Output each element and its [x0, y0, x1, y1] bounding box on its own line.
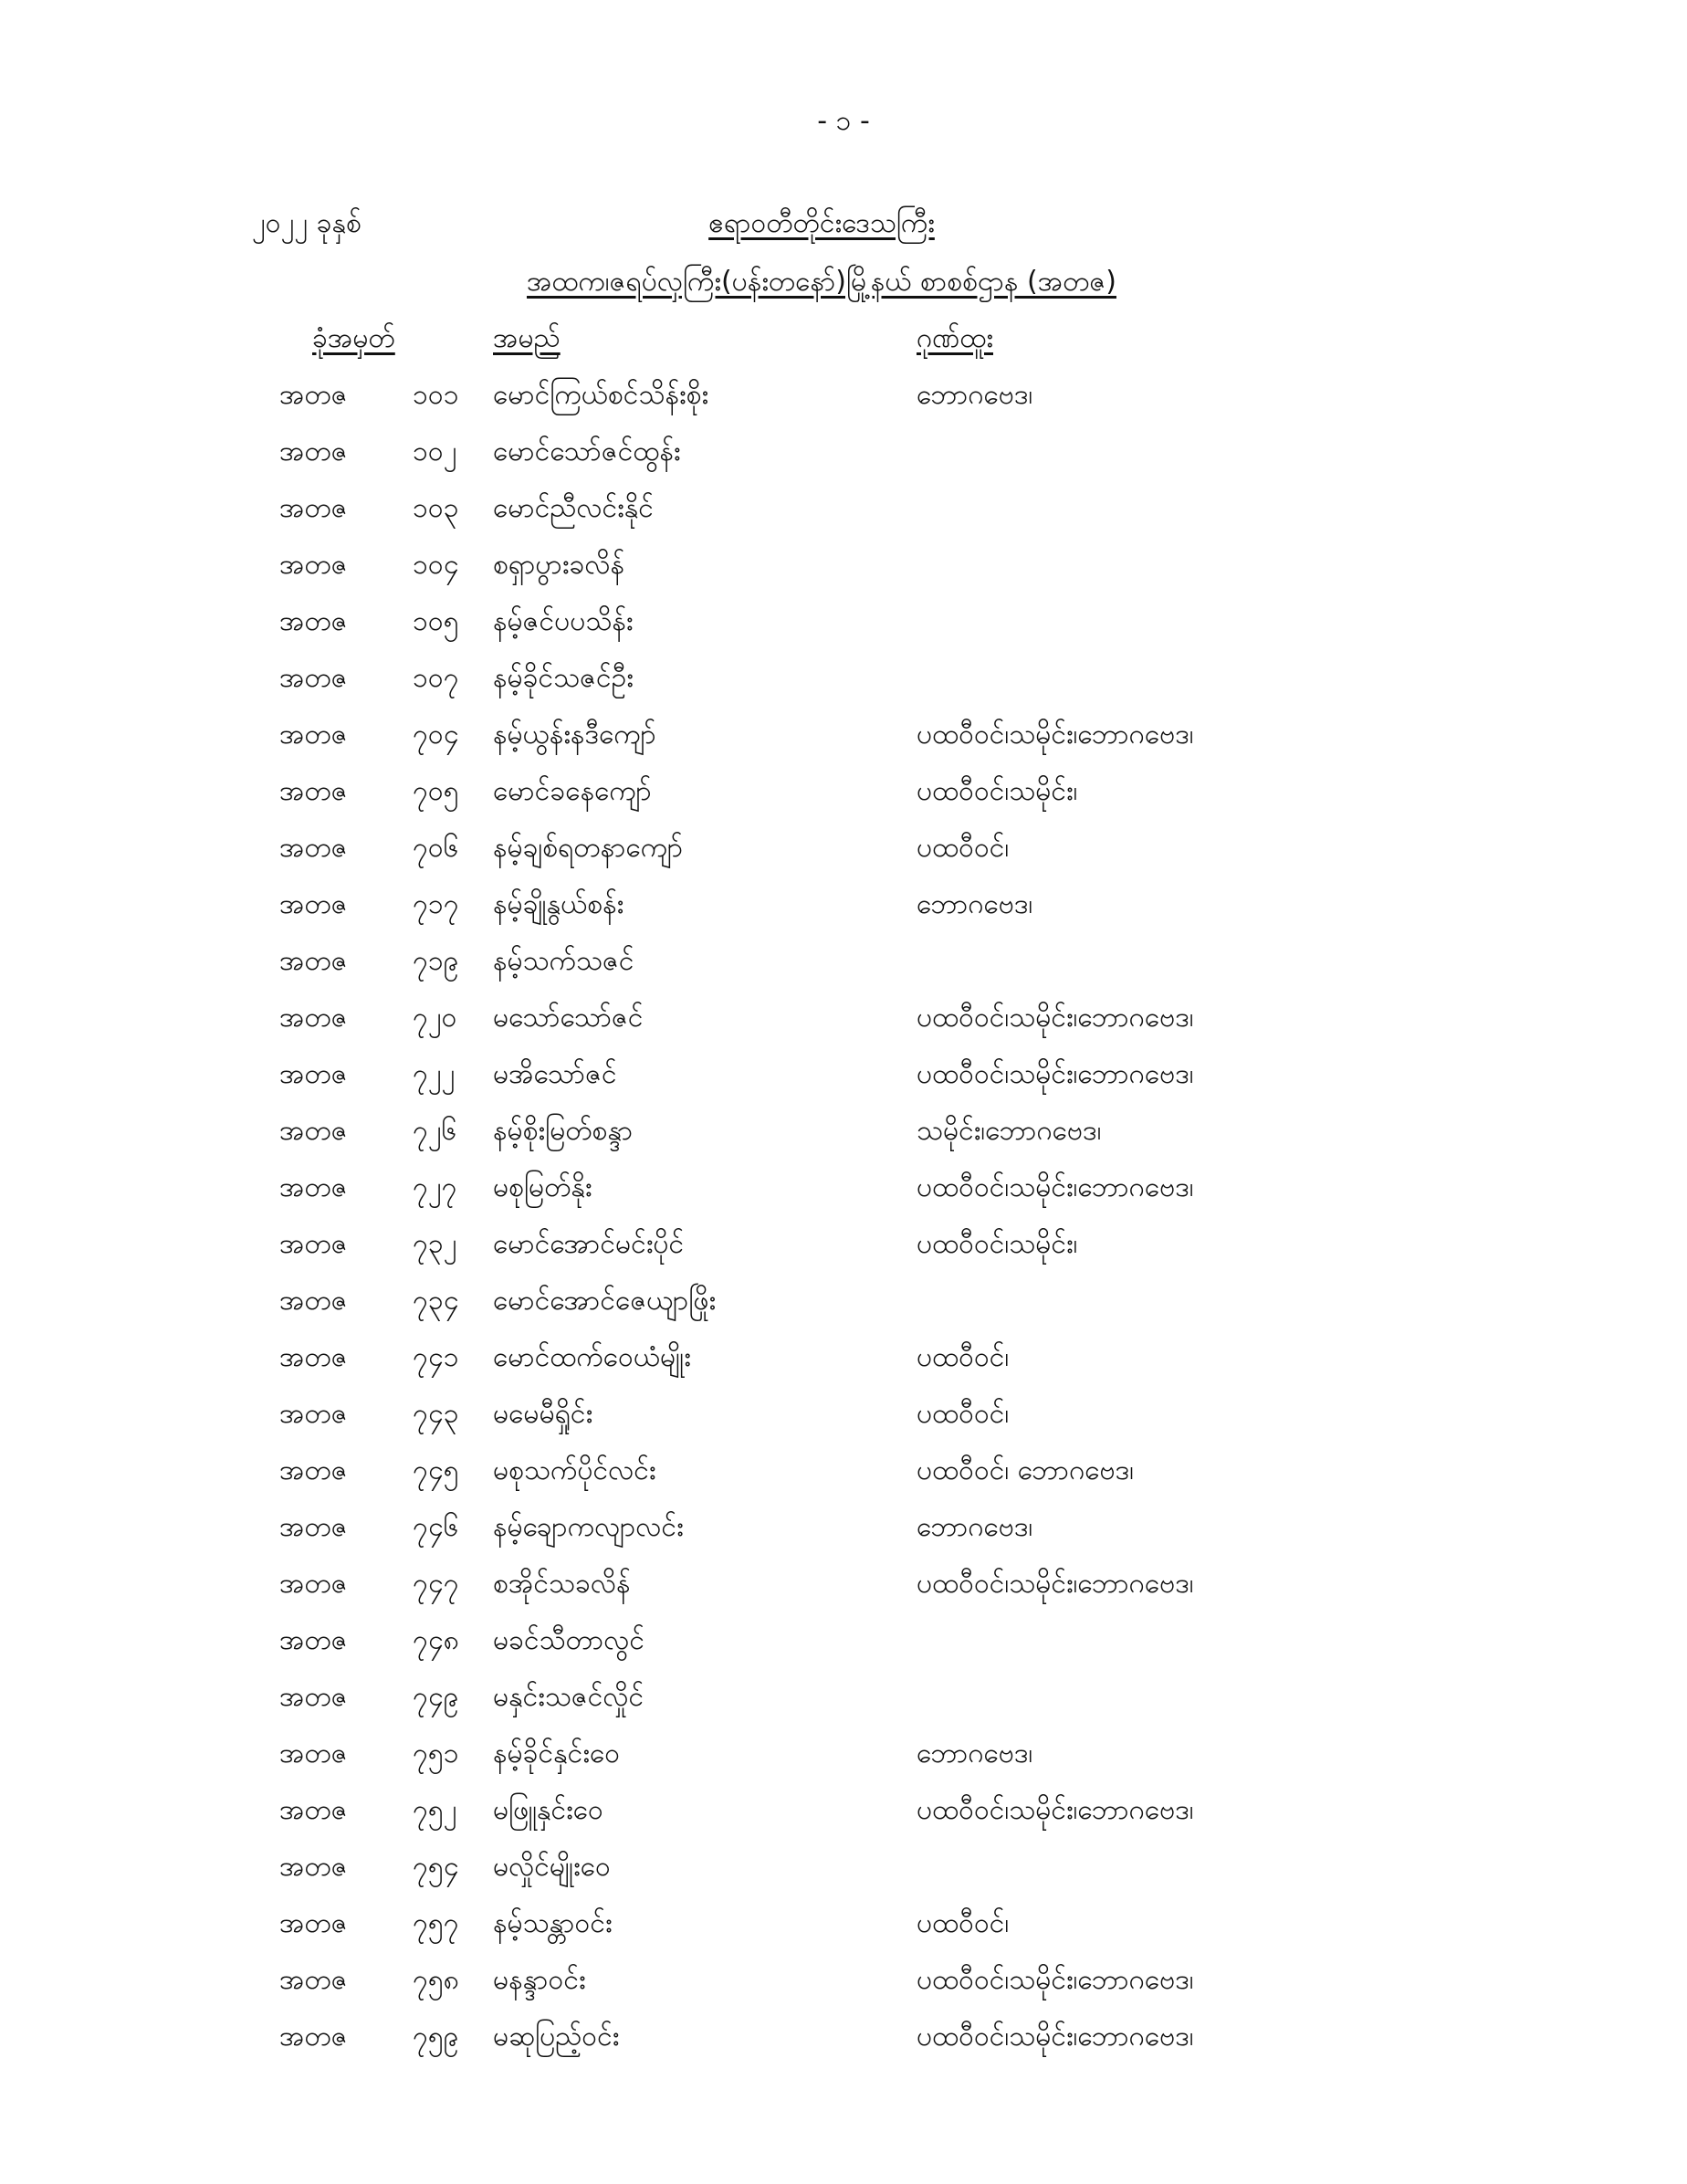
- student-name: မအိသော်ဇင်: [493, 1058, 617, 1090]
- distinction-subjects: ပထဝီဝင်၊: [917, 1907, 1010, 1939]
- distinction-subjects: ပထဝီဝင်၊သမိုင်း၊ဘောဂဗေဒ၊: [917, 1794, 1194, 1826]
- roll-number: ၇၃၄: [413, 1285, 459, 1317]
- student-name: နမ့်ဇင်ပပသိန်း: [493, 605, 634, 637]
- roll-number: ၇၀၄: [413, 719, 459, 751]
- list-item: [0, 376, 1687, 433]
- student-name: မဆုပြည့်ဝင်း: [493, 2021, 620, 2053]
- distinction-subjects: ပထဝီဝင်၊သမိုင်း၊: [917, 775, 1078, 807]
- roll-number: ၁၀၅: [413, 605, 459, 637]
- roll-number: ၇၂၇: [413, 1171, 457, 1203]
- distinction-subjects: ပထဝီဝင်၊သမိုင်း၊ဘောဂဗေဒ၊: [917, 1568, 1194, 1600]
- student-name: မောင်အောင်ဇေယျာဖြိုး: [493, 1285, 717, 1317]
- list-item: [0, 1791, 1687, 1848]
- center-code: အတဇ: [279, 2021, 348, 2053]
- student-name: မောင်အောင်မင်းပိုင်: [493, 1228, 685, 1260]
- list-item: [0, 1395, 1687, 1452]
- student-name: နမ့်ချိုနွယ်စန်း: [493, 888, 624, 920]
- student-name: မလှိုင်မျိုးဝေ: [493, 1851, 611, 1883]
- roll-number: ၇၁၉: [413, 945, 459, 977]
- center-code: အတဇ: [279, 832, 348, 864]
- distinction-subjects: သမိုင်း၊ဘောဂဗေဒ၊: [917, 1115, 1102, 1147]
- roll-number: ၇၄၁: [413, 1341, 459, 1373]
- center-code: အတဇ: [279, 549, 348, 581]
- list-item: [0, 1735, 1687, 1791]
- distinction-subjects: ပထဝီဝင်၊သမိုင်း၊ဘောဂဗေဒ၊: [917, 1002, 1194, 1034]
- center-code: အတဇ: [279, 379, 348, 411]
- student-name: နမ့်သက်သဇင်: [493, 945, 634, 977]
- list-item: [0, 1452, 1687, 1508]
- center-code: အတဇ: [279, 775, 348, 807]
- list-item: [0, 1339, 1687, 1395]
- center-code: အတဇ: [279, 1738, 348, 1769]
- student-name: နမ့်ခိုင်နှင်းဝေ: [493, 1738, 621, 1769]
- list-item: [0, 1678, 1687, 1735]
- list-item: [0, 886, 1687, 942]
- roll-number: ၇၂၆: [413, 1115, 457, 1147]
- roll-number: ၁၀၄: [413, 549, 459, 581]
- roll-number: ၇၀၆: [413, 832, 459, 864]
- distinction-subjects: ဘောဂဗေဒ၊: [917, 379, 1033, 411]
- header-name: အမည်: [493, 322, 561, 354]
- distinction-subjects: ဘောဂဗေဒ၊: [917, 1738, 1033, 1769]
- distinction-subjects: ပထဝီဝင်၊သမိုင်း၊ဘောဂဗေဒ၊: [917, 1964, 1194, 1996]
- center-code: အတဇ: [279, 1341, 348, 1373]
- center-code: အတဇ: [279, 492, 348, 524]
- center-code: အတဇ: [279, 1794, 348, 1826]
- student-name: နမ့်စိုးမြတ်စန္ဒာ: [493, 1115, 634, 1147]
- center-code: အတဇ: [279, 888, 348, 920]
- result-list: [0, 376, 1687, 2074]
- center-code: အတဇ: [279, 1228, 348, 1260]
- student-name: မမေမီရှိုင်း: [493, 1398, 593, 1430]
- center-code: အတဇ: [279, 1624, 348, 1656]
- list-item: [0, 1282, 1687, 1339]
- header-distinction: ဂုဏ်ထူး: [917, 322, 993, 354]
- roll-number: ၇၄၅: [413, 1454, 459, 1486]
- student-name: မောင်ကြယ်စင်သိန်းစိုး: [493, 379, 709, 411]
- center-code: အတဇ: [279, 1851, 348, 1883]
- list-item: [0, 772, 1687, 829]
- student-name: မနှင်းသဇင်လှိုင်: [493, 1681, 644, 1713]
- center-code: အတဇ: [279, 1058, 348, 1090]
- distinction-subjects: ပထဝီဝင်၊သမိုင်း၊ဘောဂဗေဒ၊: [917, 2021, 1194, 2053]
- list-item: [0, 1112, 1687, 1169]
- center-code: အတဇ: [279, 1964, 348, 1996]
- roll-number: ၁၀၃: [413, 492, 459, 524]
- region-title: ဧရာဝတီတိုင်းဒေသကြီး: [708, 207, 935, 239]
- student-name: နမ့်ခိုင်သဇင်ဦး: [493, 662, 634, 694]
- distinction-subjects: ပထဝီဝင်၊: [917, 1398, 1010, 1430]
- student-name: မနန္ဒာဝင်း: [493, 1964, 586, 1996]
- center-code: အတဇ: [279, 1454, 348, 1486]
- center-code: အတဇ: [279, 1115, 348, 1147]
- distinction-subjects: ပထဝီဝင်၊ ဘောဂဗေဒ၊: [917, 1454, 1135, 1486]
- list-item: [0, 1169, 1687, 1225]
- student-name: မောင်ခနေကျော်: [493, 775, 652, 807]
- roll-number: ၇၄၉: [413, 1681, 459, 1713]
- list-item: [0, 546, 1687, 603]
- roll-number: ၇၄၇: [413, 1568, 459, 1600]
- list-item: [0, 489, 1687, 546]
- student-name: မောင်ထက်ဝေယံမျိုး: [493, 1341, 691, 1373]
- list-item: [0, 1508, 1687, 1565]
- roll-number: ၇၂၂: [413, 1058, 456, 1090]
- distinction-subjects: ပထဝီဝင်၊: [917, 832, 1010, 864]
- center-code: အတဇ: [279, 662, 348, 694]
- list-item: [0, 1225, 1687, 1282]
- student-name: မစုမြတ်နိုး: [493, 1171, 592, 1203]
- roll-number: ၁၀၁: [413, 379, 459, 411]
- roll-number: ၇၅၇: [413, 1907, 459, 1939]
- student-name: မခင်သီတာလွင်: [493, 1624, 644, 1656]
- page-number: - ၁ -: [817, 105, 870, 137]
- center-code: အတဇ: [279, 436, 348, 467]
- center-code: အတဇ: [279, 1568, 348, 1600]
- list-item: [0, 433, 1687, 489]
- exam-year: ၂၀၂၂ ခုနှစ်: [252, 207, 362, 239]
- roll-number: ၁၀၇: [413, 662, 459, 694]
- distinction-subjects: ပထဝီဝင်၊: [917, 1341, 1010, 1373]
- student-name: နမ့်ချောကလျာလင်း: [493, 1511, 684, 1543]
- roll-number: ၇၅၈: [413, 1964, 459, 1996]
- roll-number: ၇၄၈: [413, 1624, 459, 1656]
- student-name: မောင်သော်ဇင်ထွန်း: [493, 436, 681, 467]
- center-code: အတဇ: [279, 1907, 348, 1939]
- list-item: [0, 999, 1687, 1055]
- student-name: စရှာပွားခလိန်: [493, 549, 625, 581]
- roll-number: ၇၅၁: [413, 1738, 459, 1769]
- center-code: အတဇ: [279, 1002, 348, 1034]
- center-code: အတဇ: [279, 945, 348, 977]
- center-code: အတဇ: [279, 1511, 348, 1543]
- roll-number: ၁၀၂: [413, 436, 457, 467]
- student-name: မဖြူနှင်းဝေ: [493, 1794, 603, 1826]
- list-item: [0, 1622, 1687, 1678]
- student-name: မောင်ညီလင်းနိုင်: [493, 492, 654, 524]
- roll-number: ၇၅၉: [413, 2021, 459, 2053]
- student-name: မသော်သော်ဇင်: [493, 1002, 644, 1034]
- list-item: [0, 716, 1687, 772]
- student-name: နမ့်သန္တာဝင်း: [493, 1907, 613, 1939]
- roll-number: ၇၄၃: [413, 1398, 459, 1430]
- distinction-subjects: ပထဝီဝင်၊သမိုင်း၊ဘောဂဗေဒ၊: [917, 1171, 1194, 1203]
- header-roll-number: ခုံအမှတ်: [312, 322, 395, 354]
- roll-number: ၇၅၄: [413, 1851, 459, 1883]
- center-code: အတဇ: [279, 1681, 348, 1713]
- roll-number: ၇၃၂: [413, 1228, 457, 1260]
- center-code: အတဇ: [279, 605, 348, 637]
- list-item: [0, 829, 1687, 886]
- list-item: [0, 942, 1687, 999]
- roll-number: ၇၂၀: [413, 1002, 457, 1034]
- student-name: နမ့်ချစ်ရတနာကျော်: [493, 832, 684, 864]
- roll-number: ၇၀၅: [413, 775, 459, 807]
- list-item: [0, 1961, 1687, 2018]
- center-code: အတဇ: [279, 1171, 348, 1203]
- distinction-subjects: ပထဝီဝင်၊သမိုင်း၊ဘောဂဗေဒ၊: [917, 719, 1194, 751]
- list-item: [0, 659, 1687, 716]
- list-item: [0, 1055, 1687, 1112]
- list-item: [0, 1848, 1687, 1905]
- roll-number: ၇၅၂: [413, 1794, 457, 1826]
- student-name: စအိုင်သခလိန်: [493, 1568, 631, 1600]
- school-title: အထက၊ဇရပ်လှကြီး(ပန်းတနော်)မြို့နယ် စာစစ်ဌာန (အတဇ): [527, 266, 1116, 298]
- roll-number: ၇၁၇: [413, 888, 459, 920]
- center-code: အတဇ: [279, 719, 348, 751]
- student-name: နမ့်ယွန်းနဒီကျော်: [493, 719, 656, 751]
- list-item: [0, 1565, 1687, 1622]
- roll-number: ၇၄၆: [413, 1511, 459, 1543]
- distinction-subjects: ပထဝီဝင်၊သမိုင်း၊ဘောဂဗေဒ၊: [917, 1058, 1194, 1090]
- center-code: အတဇ: [279, 1398, 348, 1430]
- list-item: [0, 603, 1687, 659]
- distinction-subjects: ဘောဂဗေဒ၊: [917, 1511, 1033, 1543]
- student-name: မစုသက်ပိုင်လင်း: [493, 1454, 656, 1486]
- distinction-subjects: ပထဝီဝင်၊သမိုင်း၊: [917, 1228, 1078, 1260]
- list-item: [0, 1905, 1687, 1961]
- distinction-subjects: ဘောဂဗေဒ၊: [917, 888, 1033, 920]
- list-item: [0, 2018, 1687, 2074]
- center-code: အတဇ: [279, 1285, 348, 1317]
